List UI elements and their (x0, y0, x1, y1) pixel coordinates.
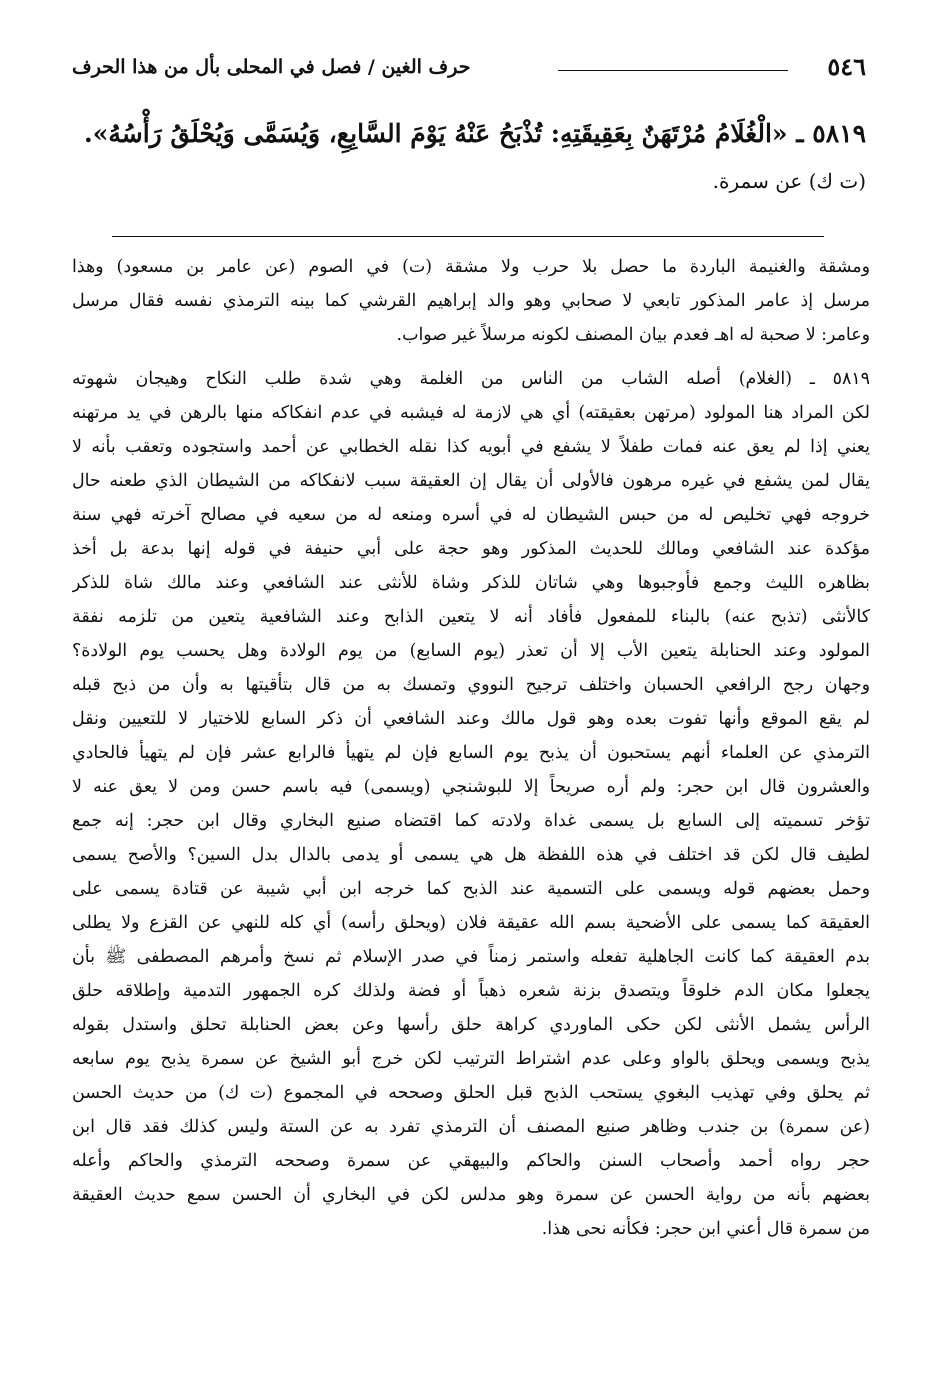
footnote-divider (112, 236, 824, 237)
commentary-line: ثم يحلق وفي تهذيب البغوي يستحب الذبح قبل الحلق وصححه في المجموع (ت ك) من حديث الحسن (72, 1083, 870, 1103)
commentary-line: حجر رواه أحمد وأصحاب السنن والحاكم والبيهقي عن سمرة وصححه الترمذي والحاكم وأعله (72, 1151, 870, 1171)
hadith-text: ٥٨١٩ ـ «الْغُلَامُ مُرْتَهَنٌ بِعَقِيقَتِهِ: تُذْبَحُ عَنْهُ يَوْمَ السَّابِعِ، وَيُسَمَّى وَيُحْلَقُ رَأْسُهُ». (84, 119, 866, 148)
page-header (72, 50, 866, 84)
commentary-line: خروجه فهي تخليص له من حبس الشيطان له في أسره ومنعه له من سعيه في مصالح آخرته فهي سنة (72, 505, 870, 525)
note-line: مرسل إذ عامر المذكور تابعي لا صحابي وهو والد إبراهيم القرشي كما بينه الترمذي نفسه فقال مرسل (72, 291, 870, 311)
commentary-line: تؤخر تسميته إلى السابع بل يسمى غداة ولادته كما اقتضاه صنيع البخاري وقال ابن حجر: إنه جمع (72, 811, 870, 831)
commentary-line: الرأس يشمل الأنثى لكن حكى الماوردي كراهة حلق رأسها وعن بعض الحنابلة تحلق واستدل بقوله (72, 1015, 870, 1035)
commentary-line: المولود وعند الحنابلة يتعين الأب إلا أن تعذر (يوم السابع) من يوم الولادة وهل يحسب يوم الولادة؟ (72, 641, 870, 661)
commentary-line: مؤكدة عند الشافعي ومالك للحديث المذكور وهو حجة على أبي حنيفة في قوله إنها بدعة بل أخذ (72, 539, 870, 559)
commentary-line: بدم العقيقة كما كانت الجاهلية تفعله واستمر زمناً في صدر الإسلام ثم نسخ وأمرهم المصطفى ﷺ بأن (72, 947, 870, 967)
commentary-line: ٥٨١٩ ـ (الغلام) أصله الشاب من الناس من الغلمة وهي شدة طلب النكاح وهيجان شهوته (72, 369, 870, 389)
note-line: ومشقة والغنيمة الباردة ما حصل بلا حرب ولا مشقة (ت) في الصوم (عن عامر بن مسعود) وهذا (72, 257, 870, 277)
header-rule (558, 70, 788, 71)
hadith-block (72, 108, 866, 198)
running-title: حرف الغين / فصل في المحلى بأل من هذا الحرف (72, 56, 471, 78)
commentary-line: لطيف قال لكن قد اختلف في هذه اللفظة هل هي يسمى أو يدمى بالدال بدل السين؟ والأصح يسمى (72, 845, 870, 865)
commentary-line: العقيقة كما يسمى على الأضحية بسم الله عقيقة فلان (ويحلق رأسه) أي كله للنهي عن القزع ولا يطلى (72, 913, 870, 933)
commentary-line: لم يقع الموقع وأنها تفوت بعده وهو قول مالك وعند الشافعي أن ذكر السابع للاختيار لا للتعيين ونقل (72, 709, 870, 729)
paragraph-gap (72, 352, 870, 362)
commentary-line: الترمذي عن العلماء أنهم يستحبون أن يذبح يوم السابع فإن لم يتهيأ فالرابع عشر فإن لم يتهيأ فالحادي (72, 743, 870, 763)
commentary-line: بعضهم بأنه من رواية الحسن عن سمرة وهو مدلس لكن في البخاري أن الحسن سمع حديث العقيقة (72, 1185, 870, 1205)
hadith-source: (ت ك) عن سمرة. (712, 169, 866, 193)
note-line: وعامر: لا صحبة له اهـ فعدم بيان المصنف لكونه مرسلاً غير صواب. (396, 325, 870, 345)
commentary-line: يقال لمن يشفع في غيره مرهون فالأولى أن يقال إن العقيقة سبب لانفكاكه من الشيطان الذي طعنه حال (72, 471, 870, 491)
commentary-line: يجعلوا مكان الدم خلوقاً ويتصدق بزنة شعره ذهباً أو فضة ولذلك كره الجمهور التدمية وإطلاقه حلق (72, 981, 870, 1001)
commentary-line: (عن سمرة) بن جندب وظاهر صنيع المصنف أن الترمذي تفرد به عن الستة وليس كذلك فقد قال ابن (72, 1117, 870, 1137)
commentary-line: يعني إذا لم يعق عنه فمات طفلاً لا يشفع في أبويه كذا نقله الخطابي عن أحمد واستجوده وتعقب بأنه لا (72, 437, 870, 457)
commentary-line: والعشرون قال ابن حجر: ولم أره صريحاً إلا للبوشنجي (ويسمى) فيه باسم حسن ومن لا يعق عنه لا (72, 777, 870, 797)
commentary-line: لكن المراد هنا المولود (مرتهن بعقيقته) أي هي لازمة له فيشبه في عدم انفكاكه منها بالرهن في يد مرتهنه (72, 403, 870, 423)
commentary-block (72, 250, 870, 1246)
commentary-line: وحمل بعضهم قوله ويسمى على التسمية عند الذبح كما خرجه ابن أبي شيبة عن قتادة يسمى على (72, 879, 870, 899)
commentary-line: من سمرة قال أعني ابن حجر: فكأنه نحى هذا. (541, 1219, 870, 1239)
commentary-line: وجهان رجح الرافعي الحسبان واختلف ترجيح النووي وتمسك به من قال بتأقيتها به وأن من ذبح قبله (72, 675, 870, 695)
commentary-line: كالأنثى (تذبح عنه) بالبناء للمفعول فأفاد أنه لا يتعين الذابح وعند الشافعية يتعين من تلزمه نفقة (72, 607, 870, 627)
page-number: ٥٤٦ (827, 52, 866, 81)
commentary-line: يذبح ويسمى ويحلق بالواو وعلى عدم اشتراط الترتيب لكن خرج أبو الشيخ عن سمرة يذبح يوم سابعه (72, 1049, 870, 1069)
commentary-line: بظاهره الليث وجمع فأوجبوها وهي شاتان للذكر وشاة للأنثى عند الشافعي وعند مالك شاة للذكر (72, 573, 870, 593)
